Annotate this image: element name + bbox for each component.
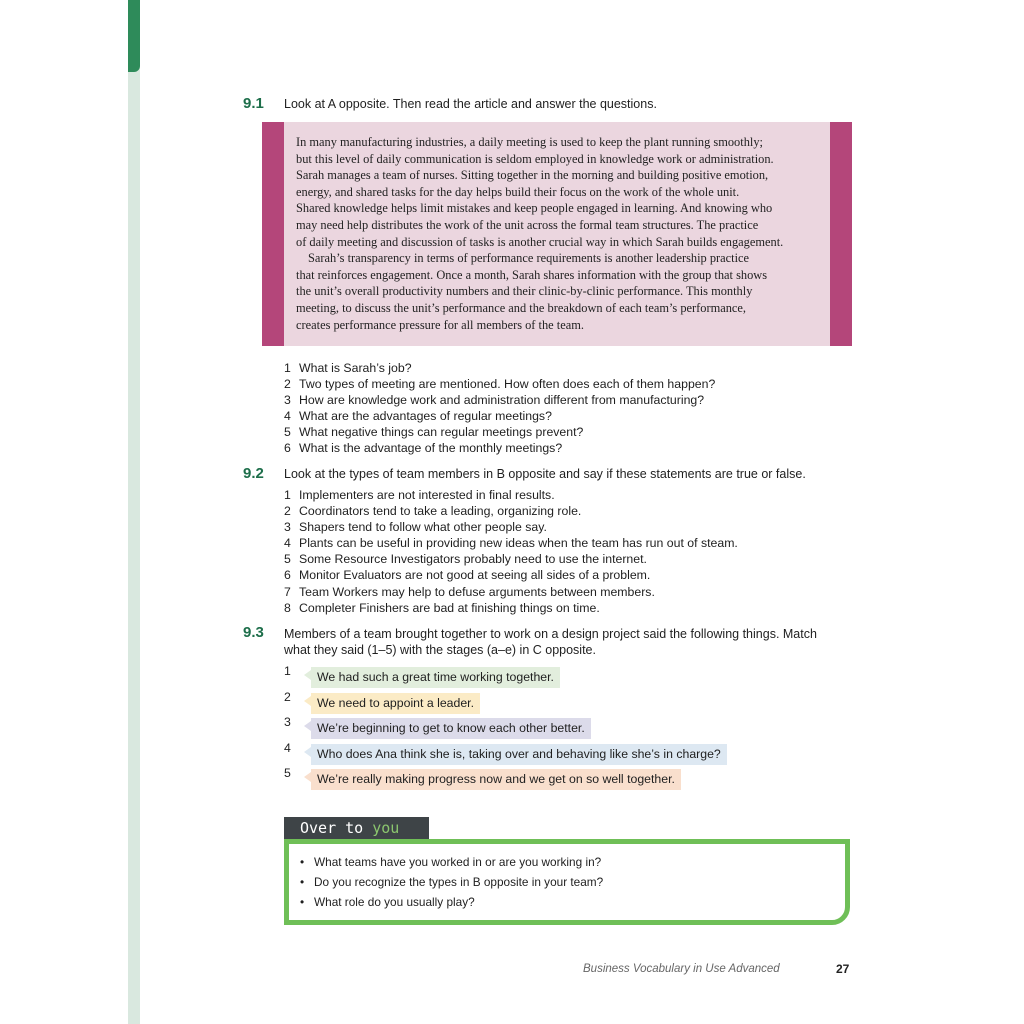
article-box bbox=[262, 122, 852, 346]
exercise-instruction bbox=[284, 626, 844, 658]
article-line: but this level of daily communication is seldom employed in knowledge work or administration. bbox=[296, 151, 774, 166]
item-text: Two types of meeting are mentioned. How often does each of them happen? bbox=[299, 377, 716, 392]
item-number: 2 bbox=[284, 504, 291, 519]
item-number: 5 bbox=[284, 552, 291, 567]
list-item bbox=[284, 392, 715, 408]
list-item bbox=[284, 519, 738, 535]
page-number: 27 bbox=[836, 962, 850, 976]
list-item bbox=[300, 892, 603, 912]
quote-number: 2 bbox=[284, 690, 291, 704]
item-text: Do you recognize the types in B opposite in your team? bbox=[314, 875, 604, 889]
margin-strip bbox=[128, 0, 140, 1024]
list-item bbox=[284, 440, 715, 456]
article-line: that reinforces engagement. Once a month, Sarah shares information with the group that shows bbox=[296, 267, 768, 282]
article-line: energy, and shared tasks for the day helps build their focus on the work of the whole unit. bbox=[296, 184, 740, 199]
list-item bbox=[284, 360, 715, 376]
article-line: Shared knowledge helps limit mistakes and keep people engaged in learning. And knowing who bbox=[296, 201, 773, 216]
item-number: 1 bbox=[284, 488, 291, 502]
item-number: 4 bbox=[284, 409, 291, 424]
question-list bbox=[284, 360, 715, 457]
item-number: 4 bbox=[284, 536, 291, 551]
heading-prefix: Over to bbox=[300, 819, 373, 837]
article-line: of daily meeting and discussion of tasks is another crucial way in which Sarah builds engagement. bbox=[296, 234, 784, 249]
instruction-line: what they said (1–5) with the stages (a–e) in C opposite. bbox=[284, 643, 596, 657]
list-item bbox=[284, 503, 738, 519]
list-item bbox=[284, 535, 738, 551]
article-line: the unit’s overall productivity numbers and their clinic-by-clinic performance. This monthly bbox=[296, 284, 753, 299]
article-line: Sarah manages a team of nurses. Sitting together in the morning and building positive emotion, bbox=[296, 168, 769, 183]
list-item bbox=[284, 584, 738, 600]
instruction-line: Members of a team brought together to work on a design project said the following things. Match bbox=[284, 627, 817, 641]
item-number: 6 bbox=[284, 441, 291, 456]
item-text: What is Sarah’s job? bbox=[299, 361, 412, 375]
over-to-you-list bbox=[300, 852, 603, 912]
item-text: What is the advantage of the monthly meetings? bbox=[299, 441, 563, 456]
article-line: meeting, to discuss the unit’s performance and the breakdown of each team’s performance, bbox=[296, 300, 747, 315]
item-text: Some Resource Investigators probably need to use the internet. bbox=[299, 552, 647, 567]
item-text: How are knowledge work and administration different from manufacturing? bbox=[299, 393, 705, 408]
item-text: What negative things can regular meetings prevent? bbox=[299, 425, 584, 440]
item-text: Completer Finishers are bad at finishing things on time. bbox=[299, 600, 600, 615]
item-number: 3 bbox=[284, 520, 291, 535]
list-item bbox=[284, 487, 738, 503]
item-text: Monitor Evaluators are not good at seeing all sides of a problem. bbox=[299, 568, 651, 583]
speech-bubble: We need to appoint a leader. bbox=[311, 693, 480, 714]
quote-number: 5 bbox=[284, 766, 291, 780]
speech-bubble: Who does Ana think she is, taking over and behaving like she’s in charge? bbox=[311, 744, 727, 765]
exercise-number: 9.3 bbox=[243, 624, 264, 641]
exercise-number: 9.1 bbox=[243, 95, 264, 112]
bullet-icon: • bbox=[300, 855, 305, 869]
list-item bbox=[284, 551, 738, 567]
quote-number: 1 bbox=[284, 664, 291, 678]
statement-list bbox=[284, 487, 738, 616]
item-text: Plants can be useful in providing new ideas when the team has run out of steam. bbox=[299, 536, 738, 551]
list-item bbox=[284, 600, 738, 616]
item-text: What are the advantages of regular meetings? bbox=[299, 409, 552, 424]
list-item bbox=[300, 872, 603, 892]
item-number: 8 bbox=[284, 600, 291, 615]
item-text: Coordinators tend to take a leading, organizing role. bbox=[299, 504, 582, 519]
list-item bbox=[300, 852, 603, 872]
quote-number: 3 bbox=[284, 715, 291, 729]
bullet-icon: • bbox=[300, 875, 305, 889]
item-text: Team Workers may help to defuse arguments between members. bbox=[299, 584, 655, 599]
exercise-instruction: Look at the types of team members in B opposite and say if these statements are true or false. bbox=[284, 467, 806, 481]
exercise-number: 9.2 bbox=[243, 465, 264, 482]
item-text: Implementers are not interested in final results. bbox=[299, 488, 555, 502]
heading-highlight: you bbox=[372, 819, 400, 837]
speech-bubble: We had such a great time working together. bbox=[311, 667, 560, 688]
article-line: In many manufacturing industries, a daily meeting is used to keep the plant running smoothly; bbox=[296, 135, 763, 149]
over-to-you-heading bbox=[284, 817, 429, 839]
item-number: 1 bbox=[284, 361, 291, 375]
item-text: What role do you usually play? bbox=[314, 895, 475, 909]
list-item bbox=[284, 567, 738, 583]
article-paragraph bbox=[296, 134, 820, 250]
list-item bbox=[284, 376, 715, 392]
speech-bubble: We’re beginning to get to know each other better. bbox=[311, 718, 591, 739]
quote-number: 4 bbox=[284, 741, 291, 755]
item-number: 7 bbox=[284, 584, 291, 599]
item-text: What teams have you worked in or are you working in? bbox=[314, 855, 602, 869]
item-number: 5 bbox=[284, 425, 291, 440]
article-line: Sarah’s transparency in terms of performance requirements is another leadership practice bbox=[308, 251, 750, 266]
article-paragraph bbox=[296, 250, 820, 333]
item-number: 3 bbox=[284, 393, 291, 408]
margin-tab bbox=[128, 0, 140, 72]
item-number: 6 bbox=[284, 568, 291, 583]
exercise-instruction: Look at A opposite. Then read the article and answer the questions. bbox=[284, 97, 657, 111]
article-line: creates performance pressure for all members of the team. bbox=[296, 317, 584, 332]
book-title: Business Vocabulary in Use Advanced bbox=[583, 963, 780, 975]
list-item bbox=[284, 424, 715, 440]
article-line: may need help distributes the work of the unit across the formal team structures. The practice bbox=[296, 217, 759, 232]
bullet-icon: • bbox=[300, 895, 305, 909]
list-item bbox=[284, 408, 715, 424]
item-number: 2 bbox=[284, 377, 291, 392]
speech-bubble: We’re really making progress now and we get on so well together. bbox=[311, 769, 681, 790]
item-text: Shapers tend to follow what other people say. bbox=[299, 520, 547, 535]
